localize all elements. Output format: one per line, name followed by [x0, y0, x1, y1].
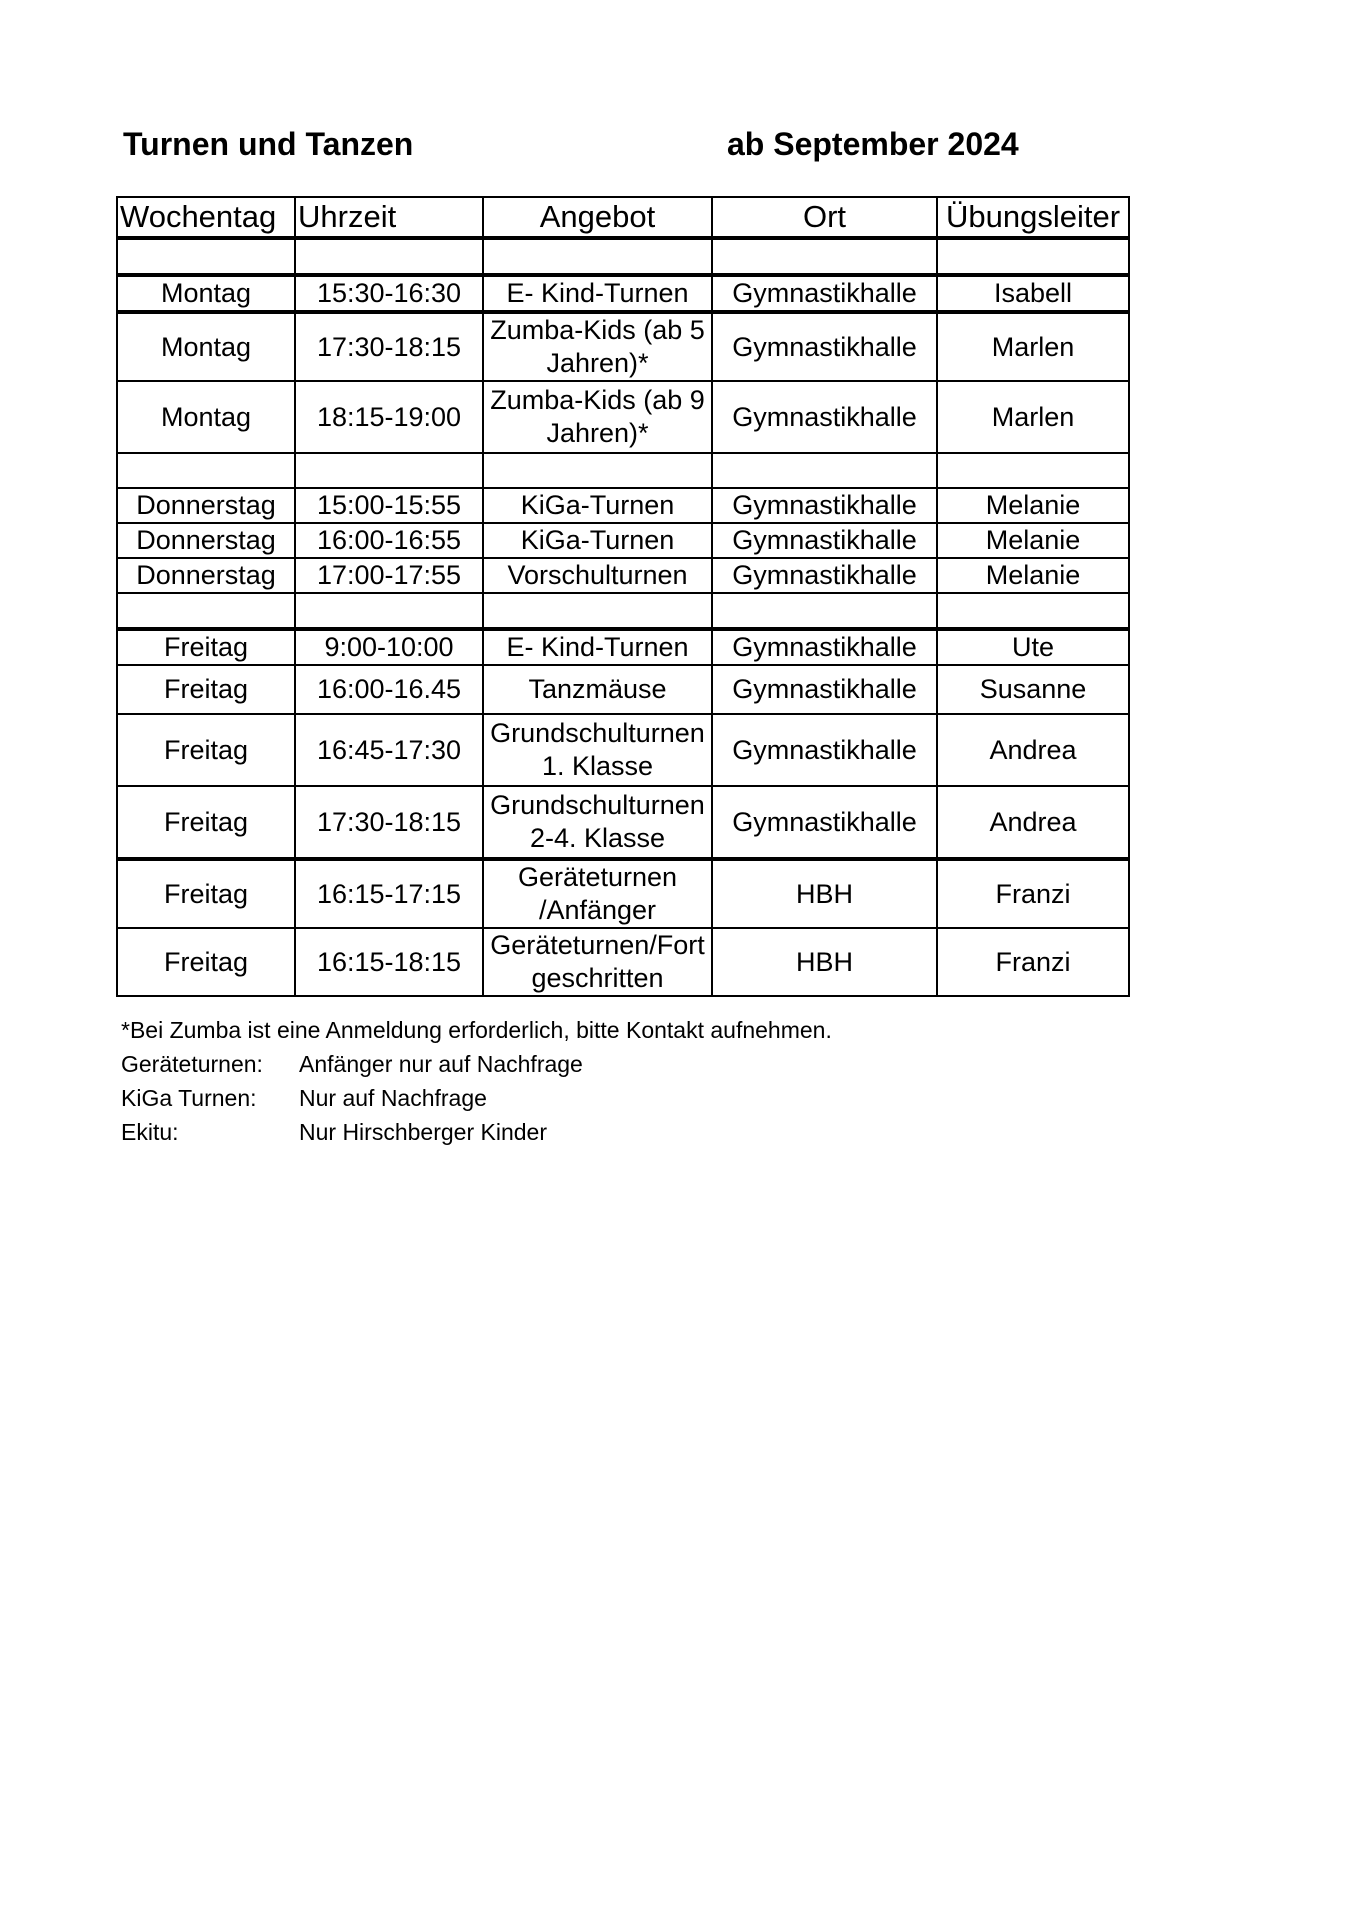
table-cell	[295, 453, 483, 488]
cell-wochentag: Montag	[117, 381, 295, 453]
table-cell	[117, 238, 295, 275]
cell-ort: Gymnastikhalle	[712, 312, 937, 381]
schedule-table	[116, 196, 1130, 997]
table-cell	[712, 238, 937, 275]
table-spacer-row	[117, 238, 1129, 275]
table-row	[117, 714, 1129, 786]
table-header-row	[117, 197, 1129, 238]
table-row	[117, 312, 1129, 381]
note-key: Ekitu:	[121, 1119, 179, 1145]
cell-uhrzeit: 17:30-18:15	[295, 312, 483, 381]
table-cell	[712, 593, 937, 629]
cell-wochentag: Freitag	[117, 786, 295, 859]
footnote-text: *Bei Zumba ist eine Anmeldung erforderlich, bitte Kontakt aufnehmen.	[121, 1017, 832, 1043]
table-row	[117, 523, 1129, 558]
page-title: Turnen und Tanzen	[123, 126, 414, 162]
cell-uhrzeit: 18:15-19:00	[295, 381, 483, 453]
cell-uebungsleiter: Susanne	[937, 665, 1129, 714]
cell-uebungsleiter: Melanie	[937, 523, 1129, 558]
cell-wochentag: Freitag	[117, 629, 295, 665]
cell-ort: Gymnastikhalle	[712, 714, 937, 786]
note-item	[121, 1047, 832, 1081]
table-row	[117, 786, 1129, 859]
cell-uebungsleiter: Marlen	[937, 381, 1129, 453]
cell-ort: Gymnastikhalle	[712, 488, 937, 523]
cell-wochentag: Donnerstag	[117, 488, 295, 523]
cell-ort: Gymnastikhalle	[712, 275, 937, 312]
notes-section	[121, 1013, 832, 1149]
cell-uebungsleiter: Franzi	[937, 928, 1129, 996]
table-cell	[712, 453, 937, 488]
table-spacer-row	[117, 593, 1129, 629]
cell-uhrzeit: 17:00-17:55	[295, 558, 483, 593]
cell-wochentag: Donnerstag	[117, 558, 295, 593]
cell-uhrzeit: 16:00-16:55	[295, 523, 483, 558]
cell-ort: HBH	[712, 928, 937, 996]
cell-angebot: E- Kind-Turnen	[483, 629, 712, 665]
note-item	[121, 1081, 832, 1115]
note-item	[121, 1115, 832, 1149]
cell-angebot: KiGa-Turnen	[483, 523, 712, 558]
cell-wochentag: Montag	[117, 312, 295, 381]
table-cell	[117, 453, 295, 488]
cell-angebot: Grundschulturnen 2-4. Klasse	[483, 786, 712, 859]
table-row	[117, 859, 1129, 928]
table-spacer-row	[117, 453, 1129, 488]
cell-ort: HBH	[712, 859, 937, 928]
cell-uhrzeit: 15:30-16:30	[295, 275, 483, 312]
cell-uebungsleiter: Marlen	[937, 312, 1129, 381]
table-cell	[483, 238, 712, 275]
cell-wochentag: Freitag	[117, 928, 295, 996]
cell-angebot: Vorschulturnen	[483, 558, 712, 593]
cell-ort: Gymnastikhalle	[712, 629, 937, 665]
table-cell	[483, 453, 712, 488]
page-subtitle: ab September 2024	[727, 126, 1019, 162]
cell-wochentag: Donnerstag	[117, 523, 295, 558]
note-value: Anfänger nur auf Nachfrage	[299, 1051, 583, 1077]
note-value: Nur auf Nachfrage	[299, 1085, 487, 1111]
table-cell	[937, 238, 1129, 275]
table-row	[117, 488, 1129, 523]
cell-ort: Gymnastikhalle	[712, 381, 937, 453]
cell-angebot: Geräteturnen /Anfänger	[483, 859, 712, 928]
column-header-uebungsleiter: Übungsleiter	[937, 197, 1129, 238]
cell-uhrzeit: 16:15-17:15	[295, 859, 483, 928]
cell-ort: Gymnastikhalle	[712, 523, 937, 558]
table-row	[117, 928, 1129, 996]
cell-angebot: E- Kind-Turnen	[483, 275, 712, 312]
note-value: Nur Hirschberger Kinder	[299, 1119, 547, 1145]
cell-uhrzeit: 15:00-15:55	[295, 488, 483, 523]
table-cell	[117, 593, 295, 629]
column-header-wochentag: Wochentag	[117, 197, 295, 238]
cell-uebungsleiter: Andrea	[937, 786, 1129, 859]
cell-uebungsleiter: Isabell	[937, 275, 1129, 312]
cell-angebot: Grundschulturnen 1. Klasse	[483, 714, 712, 786]
column-header-uhrzeit: Uhrzeit	[295, 197, 483, 238]
cell-uhrzeit: 17:30-18:15	[295, 786, 483, 859]
cell-wochentag: Freitag	[117, 859, 295, 928]
cell-uebungsleiter: Melanie	[937, 558, 1129, 593]
table-cell	[937, 593, 1129, 629]
cell-uhrzeit: 9:00-10:00	[295, 629, 483, 665]
table-row	[117, 558, 1129, 593]
note-key: KiGa Turnen:	[121, 1085, 257, 1111]
note-key: Geräteturnen:	[121, 1051, 263, 1077]
cell-angebot: Zumba-Kids (ab 5 Jahren)*	[483, 312, 712, 381]
table-cell	[295, 238, 483, 275]
table-row	[117, 275, 1129, 312]
cell-uebungsleiter: Andrea	[937, 714, 1129, 786]
cell-uebungsleiter: Ute	[937, 629, 1129, 665]
table-cell	[937, 453, 1129, 488]
column-header-angebot: Angebot	[483, 197, 712, 238]
cell-ort: Gymnastikhalle	[712, 786, 937, 859]
table-cell	[483, 593, 712, 629]
cell-uebungsleiter: Melanie	[937, 488, 1129, 523]
cell-angebot: Zumba-Kids (ab 9 Jahren)*	[483, 381, 712, 453]
cell-ort: Gymnastikhalle	[712, 558, 937, 593]
cell-wochentag: Freitag	[117, 665, 295, 714]
cell-uhrzeit: 16:15-18:15	[295, 928, 483, 996]
cell-wochentag: Montag	[117, 275, 295, 312]
cell-uebungsleiter: Franzi	[937, 859, 1129, 928]
cell-uhrzeit: 16:00-16.45	[295, 665, 483, 714]
cell-angebot: KiGa-Turnen	[483, 488, 712, 523]
table-row	[117, 665, 1129, 714]
cell-wochentag: Freitag	[117, 714, 295, 786]
cell-ort: Gymnastikhalle	[712, 665, 937, 714]
table-row	[117, 381, 1129, 453]
table-cell	[295, 593, 483, 629]
cell-uhrzeit: 16:45-17:30	[295, 714, 483, 786]
column-header-ort: Ort	[712, 197, 937, 238]
cell-angebot: Tanzmäuse	[483, 665, 712, 714]
table-row	[117, 629, 1129, 665]
cell-angebot: Geräteturnen/Fort geschritten	[483, 928, 712, 996]
